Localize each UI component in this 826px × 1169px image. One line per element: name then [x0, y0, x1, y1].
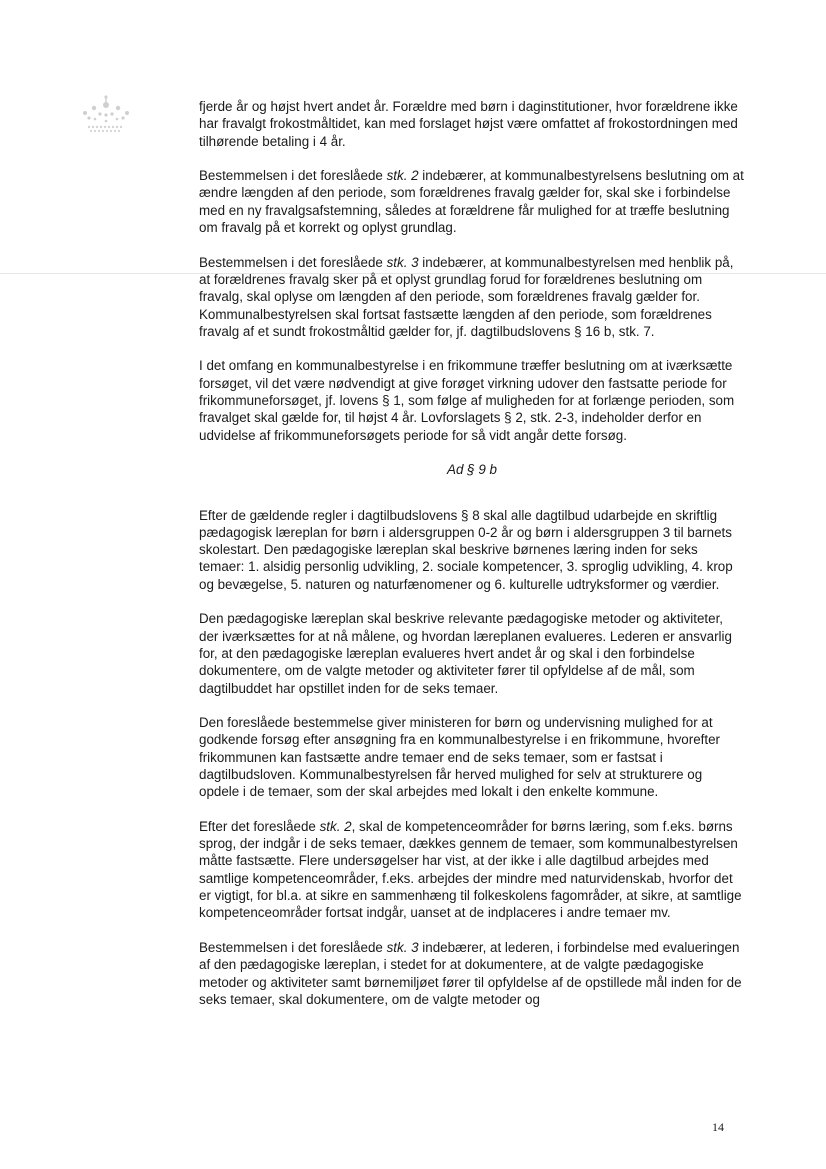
- text-segment: fjerde år og højst hvert andet år. Forældre med børn i daginstitutioner, hvor forældrene ikke har fravalgt frokostmåltidet, kan med forslaget højst være omfattet af frokostordningen med tilhørende betaling i 4 år.: [199, 99, 738, 149]
- italic-text: stk. 2: [319, 818, 352, 834]
- body-paragraph: [199, 507, 745, 593]
- body-paragraph: [199, 357, 745, 443]
- body-paragraph: [199, 714, 745, 800]
- body-paragraph: [199, 818, 745, 922]
- text-segment: Den pædagogiske læreplan skal beskrive relevante pædagogiske metoder og aktiviteter, der iværksættes for at nå målene, og hvordan læreplanen evalueres. Lederen er ansvarlig for, at den pædagogiske læreplan evalueres hvert andet år og skal i den forbindelse dokumentere, om de valgte metoder og aktiviteter fører til opfyldelse af de mål, som dagtilbuddet har opstillet inden for de seks temaer.: [199, 611, 732, 696]
- section-heading: [199, 461, 745, 478]
- italic-text: stk. 3: [386, 939, 419, 955]
- body-paragraph: [199, 167, 745, 236]
- text-segment: indebærer, at kommunalbestyrelsen med henblik på, at forældrenes fravalg sker på et oplyst grundlag forud for forældrenes beslutning om fravalg, skal oplyse om længden af den periode, som forældrenes fravalg gælder for. Kommunalbestyrelsen skal fortsat fastsætte længden af den periode, som forældrenes fravalg af et sundt frokostmåltid gælder for, jf. dagtilbudslovens § 16 b, stk. 7.: [199, 254, 734, 339]
- italic-text: Ad § 9 b: [447, 462, 497, 478]
- text-segment: Efter det foreslåede: [199, 818, 320, 834]
- body-paragraph: [199, 939, 745, 1008]
- text-segment: indebærer, at kommunalbestyrelsens beslutning om at ændre længden af den periode, som forældrenes fravalg gælder for, skal ske i forbindelse med en ny fravalgsafstemning, således at forældrene får mulighed for at træffe beslutning om fravalg på et korrekt og oplyst grundlag.: [199, 168, 744, 236]
- text-segment: I det omfang en kommunalbestyrelse i en frikommune træffer beslutning om at iværksætte forsøget, vil det være nødvendigt at give forøget virkning udover den fastsatte periode for frikommuneforsøget, jf. lovens § 1, som følge af muligheden for at forlænge perioden, som fravalget skal gælde for, til højst 4 år. Lovforslagets § 2, stk. 2-3, indeholder derfor en udvidelse af frikommuneforsøgets periode for så vidt angår dette forsøg.: [199, 358, 735, 443]
- body-paragraph: [199, 254, 745, 340]
- text-segment: Efter de gældende regler i dagtilbudslovens § 8 skal alle dagtilbud udarbejde en skriftlig pædagogisk læreplan for børn i aldersgruppen 0-2 år og børn i aldersgruppen 3 til barnets skolestart. Den pædagogiske læreplan skal beskrive børnenes læring inden for seks temaer: 1. alsidig personlig udvikling, 2. sociale kompetencer, 3. sproglig udvikling, 4. krop og bevægelse, 5. naturen og naturfænomener og 6. kulturelle udtryksformer og værdier.: [199, 507, 733, 592]
- text-segment: Den foreslåede bestemmelse giver ministeren for børn og undervisning mulighed for at godkende forsøg efter ansøgning fra en kommunalbestyrelse i en frikommune, hvorefter frikommunen kan fastsætte andre temaer end de seks temaer, som er fastsat i dagtilbudsloven. Kommunalbestyrelsen får herved mulighed for selv at strukturere og opdele i de temaer, som der skal arbejdes med lokalt i den enkelte kommune.: [199, 715, 721, 800]
- italic-text: stk. 3: [386, 254, 419, 270]
- body-paragraph: [199, 610, 745, 696]
- text-segment: Bestemmelsen i det foreslåede: [199, 168, 387, 184]
- page-number: 14: [712, 1120, 724, 1134]
- text-segment: Bestemmelsen i det foreslåede: [199, 939, 387, 955]
- text-segment: , skal de kompetenceområder for børns læring, som f.eks. børns sprog, der indgår i de seks temaer, dækkes gennem de temaer, som kommunalbestyrelsen måtte fastsætte. Flere undersøgelser har vist, at der ikke i alle dagtilbud arbejdes med samtlige kompetenceområder, f.eks. arbejdes der mindre med naturvidenskab, hvorfor det er vigtigt, for bl.a. at sikre en sammenhæng til folkeskolens fagområder, at sikre, at samtlige kompetenceområder fortsat indgår, uanset at de indplaceres i andre temaer mv.: [199, 818, 742, 921]
- body-paragraph: [199, 98, 745, 150]
- italic-text: stk. 2: [386, 168, 419, 184]
- document-body: [199, 98, 745, 1025]
- text-segment: Bestemmelsen i det foreslåede: [199, 254, 387, 270]
- crown-logo-icon: [80, 94, 132, 136]
- text-segment: indebærer, at lederen, i forbindelse med evalueringen af den pædagogiske læreplan, i stedet for at dokumentere, at de valgte pædagogiske metoder og aktiviteter samt børnemiljøet fører til opfyldelse af de opstillede mål inden for de seks temaer, skal dokumentere, om de valgte metoder og: [199, 939, 742, 1007]
